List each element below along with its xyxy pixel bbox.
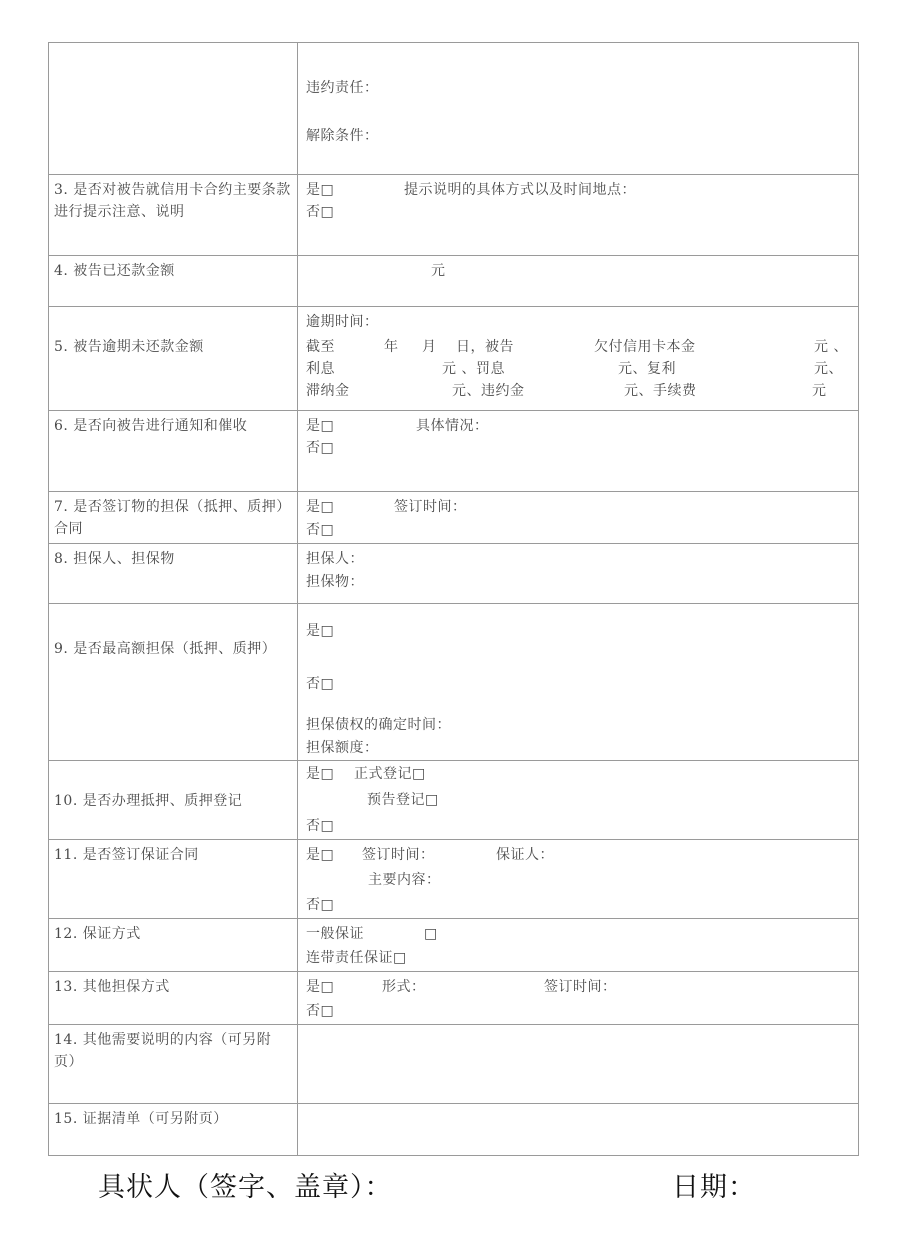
no-checkbox[interactable]: 否□ xyxy=(306,897,335,913)
row-label: 14. 其他需要说明的内容（可另附页） xyxy=(54,1032,272,1070)
row-label: 9. 是否最高额担保（抵押、质押） xyxy=(54,641,277,657)
table-row-4 xyxy=(48,255,859,306)
no-checkbox[interactable]: 否□ xyxy=(306,440,335,456)
signing-time-field: 签订时间： xyxy=(362,847,435,863)
main-content-field: 主要内容： xyxy=(368,872,441,888)
no-checkbox[interactable]: 否□ xyxy=(306,522,335,538)
signature-label: 具状人（签字、盖章）： xyxy=(98,1172,393,1203)
claim-determination-time-field: 担保债权的确定时间： xyxy=(306,717,451,733)
text: 年 xyxy=(384,339,399,355)
table-row-8 xyxy=(48,543,859,603)
text: 元、 xyxy=(814,361,843,377)
text: 元、违约金 xyxy=(452,383,525,399)
text: 元 xyxy=(812,383,827,399)
complaint-form-table xyxy=(48,42,859,1156)
no-checkbox[interactable]: 否□ xyxy=(306,204,335,220)
text: 欠付信用卡本金 xyxy=(594,339,696,355)
date-label: 日期： xyxy=(672,1172,756,1203)
row-label: 11. 是否签订保证合同 xyxy=(54,847,199,863)
table-row-9 xyxy=(48,603,859,760)
guarantor-field: 担保人： xyxy=(306,551,364,567)
row-label: 10. 是否办理抵押、质押登记 xyxy=(54,793,243,809)
yes-checkbox[interactable]: 是□ xyxy=(306,847,335,863)
yes-checkbox[interactable]: 是□ xyxy=(306,418,335,434)
joint-liability-checkbox[interactable]: 连带责任保证□ xyxy=(306,950,407,966)
text: 利息 xyxy=(306,361,335,377)
text: 元、手续费 xyxy=(624,383,697,399)
no-checkbox[interactable]: 否□ xyxy=(306,1003,335,1019)
table-row-6 xyxy=(48,410,859,491)
table-row-7 xyxy=(48,491,859,543)
table-row-3 xyxy=(48,174,859,255)
breach-liability-field: 违约责任： xyxy=(306,80,379,96)
table-row-14 xyxy=(48,1024,859,1103)
yes-checkbox[interactable]: 是□ xyxy=(306,499,335,515)
yes-checkbox[interactable]: 是□ xyxy=(306,623,335,639)
yes-checkbox[interactable]: 是□ xyxy=(306,182,335,198)
table-row-12 xyxy=(48,918,859,971)
general-guarantee-option: 一般保证 xyxy=(306,926,364,942)
no-checkbox[interactable]: 否□ xyxy=(306,676,335,692)
text: 月 xyxy=(422,339,437,355)
notice-method-field: 提示说明的具体方式以及时间地点： xyxy=(404,182,636,198)
yes-checkbox[interactable]: 是□ xyxy=(306,979,335,995)
table-row-contract-terms xyxy=(48,42,859,174)
text: 日，被告 xyxy=(456,339,514,355)
row-label: 8. 担保人、担保物 xyxy=(54,551,175,567)
form-field: 形式： xyxy=(382,979,426,995)
table-row-15 xyxy=(48,1103,859,1156)
details-field: 具体情况： xyxy=(416,418,489,434)
overdue-time-field: 逾期时间： xyxy=(306,314,379,330)
termination-conditions-field: 解除条件： xyxy=(306,128,379,144)
amount-unit: 元 xyxy=(431,263,446,279)
preliminary-registration-checkbox[interactable]: 预告登记□ xyxy=(367,792,439,808)
text: 截至 xyxy=(306,339,335,355)
table-row-5 xyxy=(48,306,859,410)
yes-checkbox[interactable]: 是□ xyxy=(306,766,335,782)
table-row-11 xyxy=(48,839,859,918)
row-label: 5. 被告逾期未还款金额 xyxy=(54,339,204,355)
row-label: 12. 保证方式 xyxy=(54,926,141,942)
signing-time-field: 签订时间： xyxy=(544,979,617,995)
row-label: 7. 是否签订物的担保（抵押、质押）合同 xyxy=(54,499,291,537)
table-row-10 xyxy=(48,760,859,839)
guarantor-field: 保证人： xyxy=(496,847,554,863)
signing-time-field: 签订时间： xyxy=(394,499,467,515)
text: 滞纳金 xyxy=(306,383,350,399)
text: 元 、罚息 xyxy=(442,361,505,377)
row-label: 6. 是否向被告进行通知和催收 xyxy=(54,418,248,434)
text: 元、复利 xyxy=(618,361,676,377)
text: 元 、 xyxy=(814,339,848,355)
general-guarantee-checkbox[interactable]: □ xyxy=(424,926,438,942)
formal-registration-checkbox[interactable]: 正式登记□ xyxy=(354,766,426,782)
row-label: 13. 其他担保方式 xyxy=(54,979,170,995)
row-label: 15. 证据清单（可另附页） xyxy=(54,1111,228,1127)
row-label: 3. 是否对被告就信用卡合约主要条款进行提示注意、说明 xyxy=(54,182,291,220)
row-label: 4. 被告已还款金额 xyxy=(54,263,175,279)
collateral-field: 担保物： xyxy=(306,574,364,590)
no-checkbox[interactable]: 否□ xyxy=(306,818,335,834)
guarantee-amount-field: 担保额度： xyxy=(306,740,379,756)
table-row-13 xyxy=(48,971,859,1024)
